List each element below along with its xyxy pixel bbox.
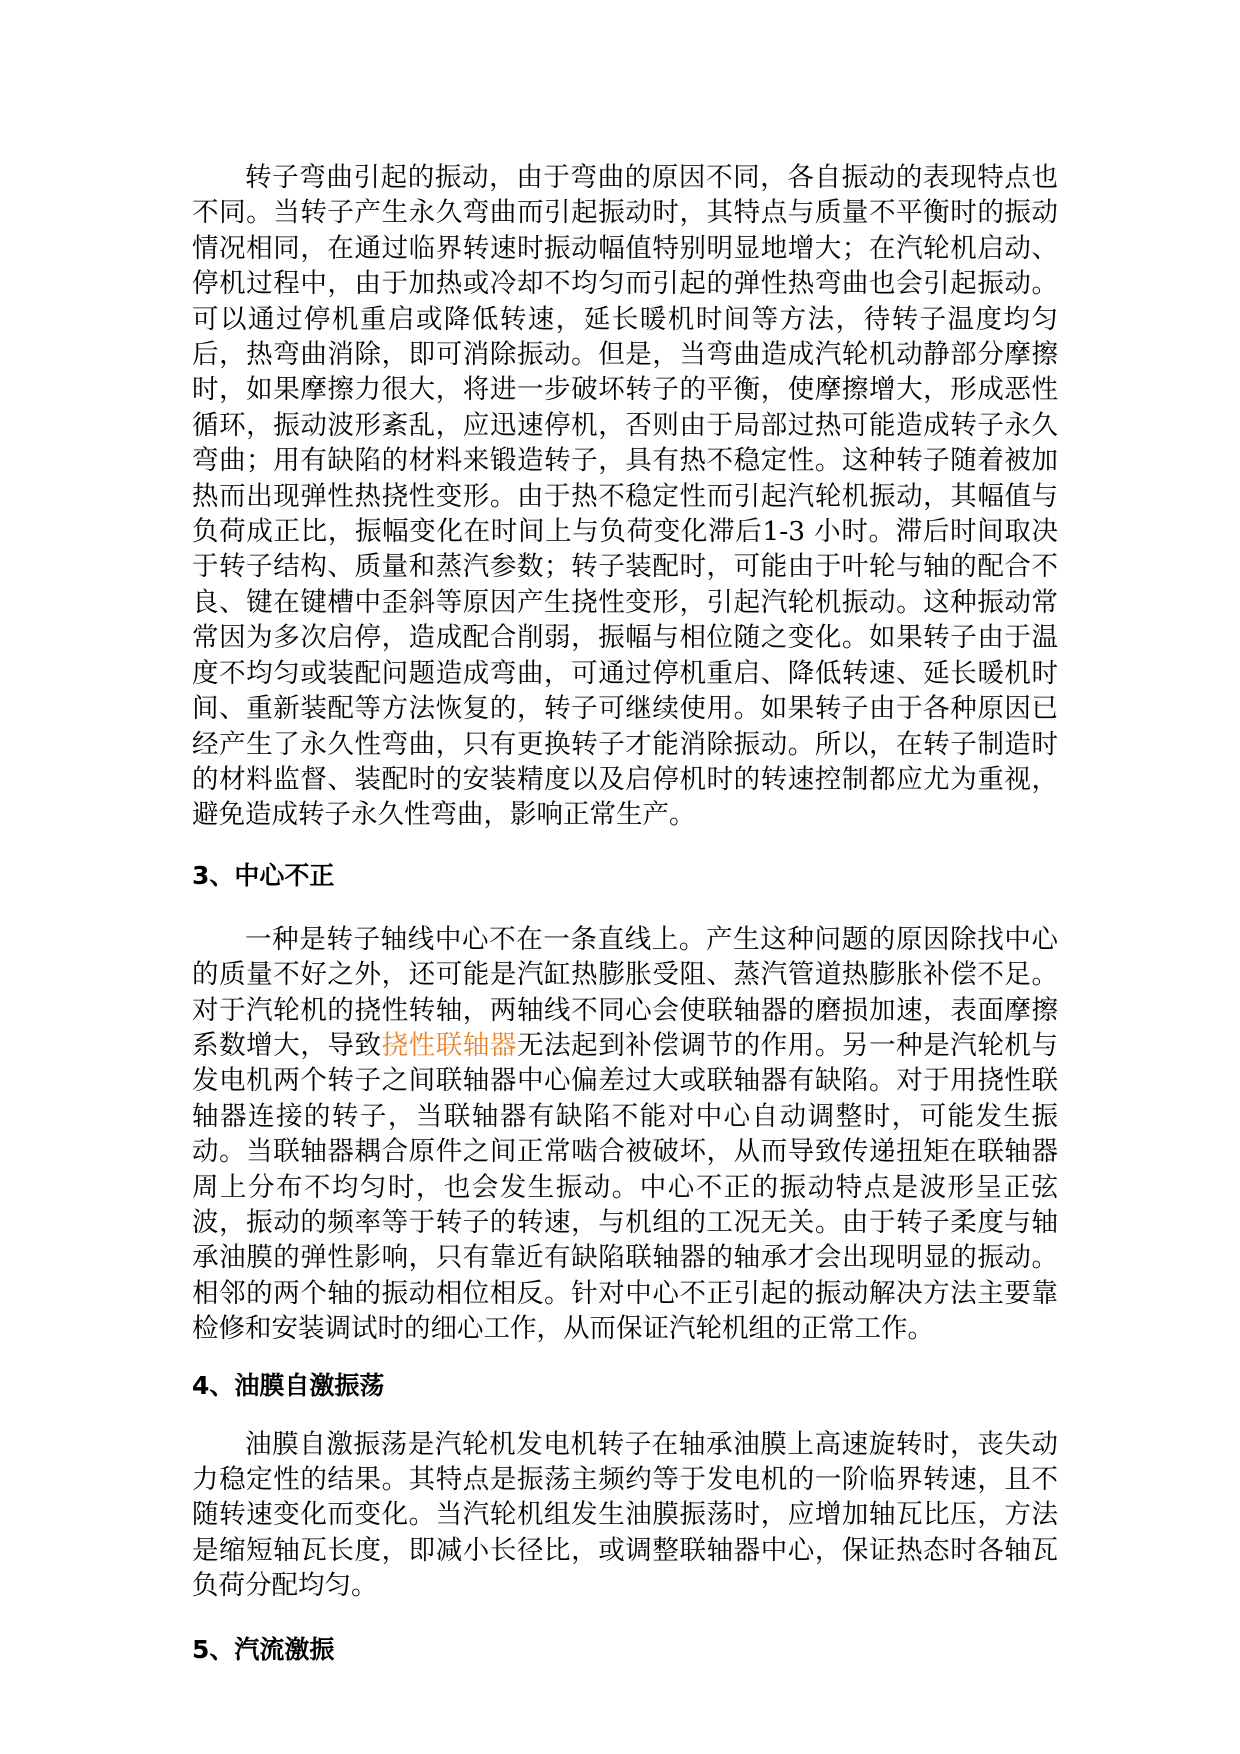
- paragraph-rotor-bending: 转子弯曲引起的振动，由于弯曲的原因不同，各自振动的表现特点也不同。当转子产生永久弯曲而引起振动时，其特点与质量不平衡时的振动情况相同，在通过临界转速时振动幅值特别明显地增大；在汽轮机启动、停机过程中，由于加热或冷却不均匀而引起的弹性热弯曲也会引起振动。可以通过停机重启或降低转速，延长暖机时间等方法，待转子温度均匀后，热弯曲消除，即可消除振动。但是，当弯曲造成汽轮机动静部分摩擦时，如果摩擦力很大，将进一步破坏转子的平衡，使摩擦增大，形成恶性循环，振动波形紊乱，应迅速停机，否则由于局部过热可能造成转子永久弯曲；用有缺陷的材料来锻造转子，具有热不稳定性。这种转子随着被加热而出现弹性热挠性变形。由于热不稳定性而引起汽轮机振动，其幅值与负荷成正比，振幅变化在时间上与负荷变化滞后1-3 小时。滞后时间取决于转子结构、质量和蒸汽参数；转子装配时，可能由于叶轮与轴的配合不良、键在键槽中歪斜等原因产生挠性变形，引起汽轮机振动。这种振动常常因为多次启停，造成配合削弱，振幅与相位随之变化。如果转子由于温度不均匀或装配问题造成弯曲，可通过停机重启、降低转速、延长暖机时间、重新装配等方法恢复的，转子可继续使用。如果转子由于各种原因已经产生了永久性弯曲，只有更换转子才能消除振动。所以，在转子制造时的材料监督、装配时的安装精度以及启停机时的转速控制都应尤为重视，避免造成转子永久性弯曲，影响正常生产。: [192, 162, 1058, 831]
- paragraph-text: 一种是转子轴线中心不在一条直线上。产生这种问题的原因除找中心的质量不好之外，还可能是汽缸热膨胀受阻、蒸汽管道热膨胀补偿不足。对于汽轮机的挠性转轴，两轴线不同心会使联轴器的磨损加速，表面摩擦系数增大，导致: [192, 923, 1058, 1061]
- paragraph-oil-whip: 油膜自激振荡是汽轮机发电机转子在轴承油膜上高速旋转时，丧失动力稳定性的结果。其特点是振荡主频约等于发电机的一阶临界转速，且不随转速变化而变化。当汽轮机组发生油膜振荡时，应增加轴瓦比压，方法是缩短轴瓦长度，即减小长径比，或调整联轴器中心，保证热态时各轴瓦负荷分配均匀。: [192, 1428, 1058, 1602]
- flexible-coupling-link[interactable]: 挠性联轴器: [381, 1029, 517, 1061]
- section-heading-misalignment: 3、中心不正: [192, 860, 335, 890]
- section-heading-oil-whip: 4、油膜自激振荡: [192, 1370, 385, 1400]
- document-body: [192, 160, 1058, 1668]
- section-heading-steam-excitation: 5、汽流激振: [192, 1634, 335, 1664]
- paragraph-misalignment: [192, 922, 1058, 1347]
- paragraph-text: 无法起到补偿调节的作用。另一种是汽轮机与发电机两个转子之间联轴器中心偏差过大或联轴器有缺陷。对于用挠性联轴器连接的转子，当联轴器有缺陷不能对中心自动调整时，可能发生振动。当联轴器耦合原件之间正常啮合被破坏，从而导致传递扭矩在联轴器周上分布不均匀时，也会发生振动。中心不正的振动特点是波形呈正弦波，振动的频率等于转子的转速，与机组的工况无关。由于转子柔度与轴承油膜的弹性影响，只有靠近有缺陷联轴器的轴承才会出现明显的振动。相邻的两个轴的振动相位相反。针对中心不正引起的振动解决方法主要靠检修和安装调试时的细心工作，从而保证汽轮机组的正常工作。: [192, 1029, 1059, 1345]
